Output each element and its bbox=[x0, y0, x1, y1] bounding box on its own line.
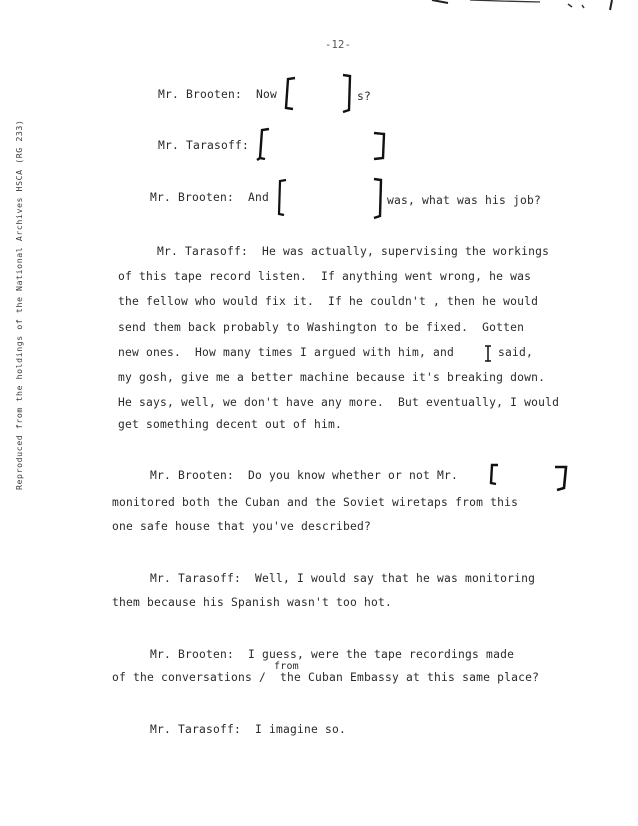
p1-line-3: the fellow who would fix it. If he couldn't , then he would bbox=[118, 295, 539, 308]
redaction-bracket-right bbox=[372, 176, 388, 222]
page-number: -12- bbox=[325, 39, 352, 51]
p1-line-5-end: said, bbox=[498, 346, 534, 359]
redaction-bracket-left bbox=[283, 74, 299, 114]
p4-insertion: from bbox=[274, 661, 299, 672]
p1-line-2: of this tape record listen. If anything went wrong, he was bbox=[118, 270, 532, 283]
p4-line-2: of the conversations / the Cuban Embassy at this same place? bbox=[112, 671, 540, 684]
line-tarasoff-1: Mr. Tarasoff: bbox=[158, 139, 250, 152]
redaction-bracket-right bbox=[340, 72, 356, 118]
p3-line-2: them because his Spanish wasn't too hot. bbox=[112, 596, 393, 609]
line-brooten-now: Mr. Brooten: Now bbox=[158, 88, 278, 101]
p1-line-7: He says, well, we don't have any more. But eventually, I would bbox=[118, 396, 560, 409]
p2-line-3: one safe house that you've described? bbox=[112, 520, 372, 533]
p1-line-6: my gosh, give me a better machine because it's breaking down. bbox=[118, 371, 546, 384]
redaction-bracket-left bbox=[256, 126, 274, 166]
p1-line-5: new ones. How many times I argued with him, and bbox=[118, 346, 455, 359]
top-scan-marks bbox=[0, 0, 638, 16]
archive-reproduction-note: Reproduced from the holdings of the National Archives HSCA (RG 233) bbox=[14, 119, 24, 490]
line-brooten-now-end: s? bbox=[357, 90, 372, 103]
redaction-bracket-left bbox=[486, 461, 502, 489]
p1-line-4: send them back probably to Washington to be fixed. Gotten bbox=[118, 321, 525, 334]
p4-line-1: Mr. Brooten: I guess, were the tape recordings made bbox=[150, 648, 515, 661]
p1-line-8: get something decent out of him. bbox=[118, 418, 343, 431]
redaction-bracket-right bbox=[552, 464, 572, 494]
p5-line-1: Mr. Tarasoff: I imagine so. bbox=[150, 723, 347, 736]
p2-line-1: Mr. Brooten: Do you know whether or not Mr. bbox=[150, 469, 459, 482]
p2-line-2: monitored both the Cuban and the Soviet wiretaps from this bbox=[112, 496, 519, 509]
line-brooten-and: Mr. Brooten: And bbox=[150, 191, 270, 204]
line-brooten-and-end: was, what was his job? bbox=[387, 194, 542, 207]
p3-line-1: Mr. Tarasoff: Well, I would say that he was monitoring bbox=[150, 572, 536, 585]
redaction-bracket-left bbox=[274, 176, 290, 220]
handwritten-i-mark bbox=[482, 343, 494, 365]
p1-line-1: Mr. Tarasoff: He was actually, supervising the workings bbox=[157, 245, 550, 258]
redaction-bracket-right bbox=[372, 130, 390, 166]
